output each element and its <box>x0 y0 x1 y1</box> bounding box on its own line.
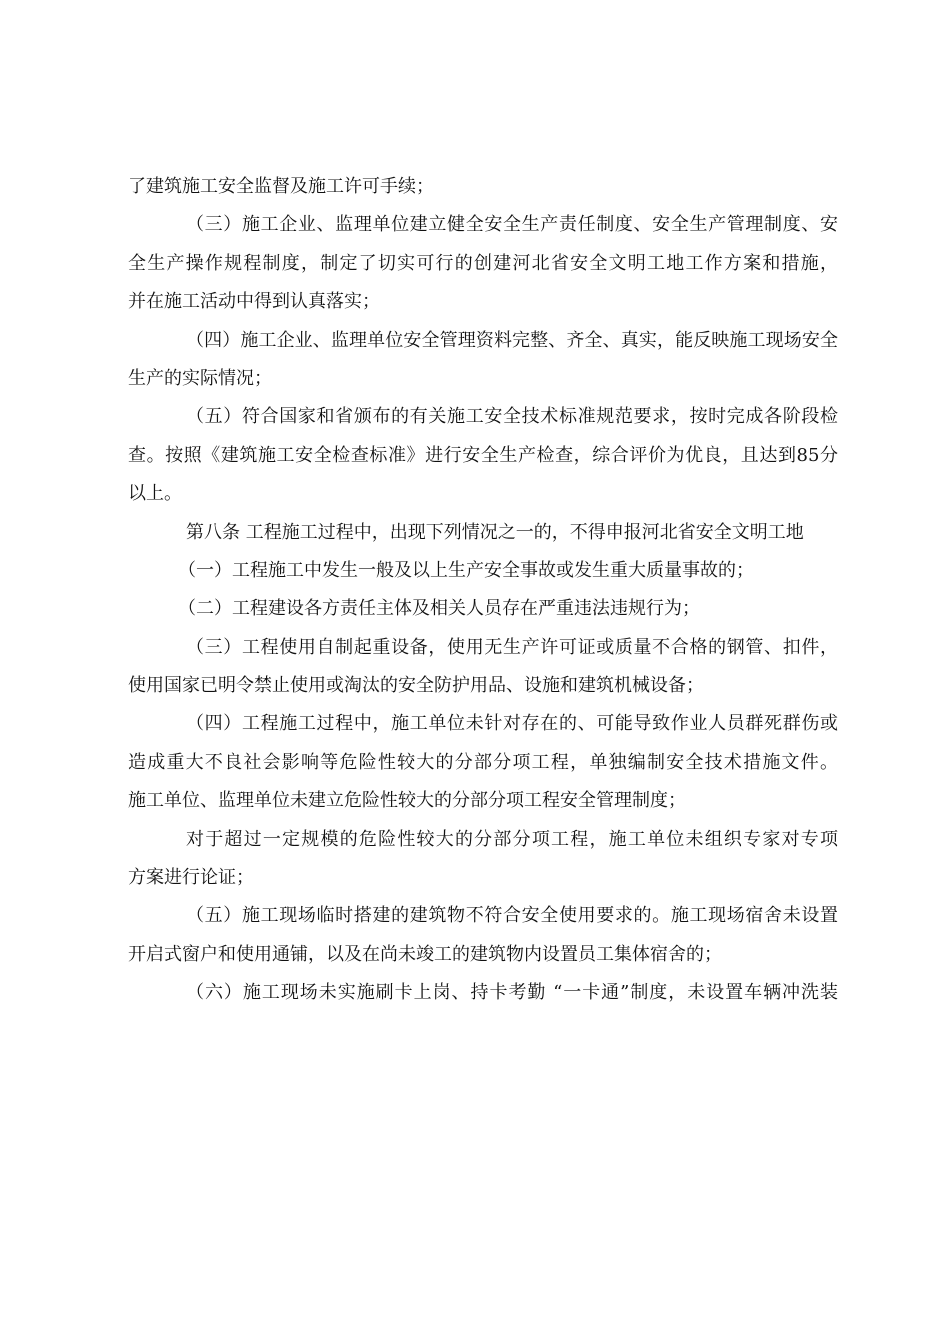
paragraph-line: （二）工程建设各方责任主体及相关人员存在严重违法违规行为； <box>178 598 700 620</box>
article-heading-line: 第八条 工程施工过程中，出现下列情况之一的，不得申报河北省安全文明工地 <box>186 521 804 543</box>
paragraph-line: 对于超过一定规模的危险性较大的分部分项工程，施工单位未组织专家对专项 <box>186 828 838 850</box>
paragraph-line: 使用国家已明令禁止使用或淘汰的安全防护用品、设施和建筑机械设备； <box>128 675 704 697</box>
paragraph-line: （三）工程使用自制起重设备，使用无生产许可证或质量不合格的钢管、扣件， <box>186 636 838 658</box>
document-body <box>128 168 838 1013</box>
paragraph-line: 开启式窗户和使用通铺，以及在尚未竣工的建筑物内设置员工集体宿舍的； <box>128 943 722 965</box>
paragraph-line: （五）施工现场临时搭建的建筑物不符合安全使用要求的。施工现场宿舍未设置 <box>186 905 838 927</box>
paragraph-line: （四）工程施工过程中，施工单位未针对存在的、可能导致作业人员群死群伤或 <box>186 713 838 735</box>
paragraph-line: 生产的实际情况； <box>128 367 272 389</box>
paragraph-line: （三）施工企业、监理单位建立健全安全生产责任制度、安全生产管理制度、安 <box>186 214 838 236</box>
paragraph-line: （一）工程施工中发生一般及以上生产安全事故或发生重大质量事故的； <box>178 559 754 581</box>
paragraph-line: （五）符合国家和省颁布的有关施工安全技术标准规范要求，按时完成各阶段检 <box>186 406 838 428</box>
paragraph-line: 了建筑施工安全监督及施工许可手续； <box>128 176 434 197</box>
paragraph-line: 并在施工活动中得到认真落实； <box>128 291 380 313</box>
paragraph-line: （六）施工现场未实施刷卡上岗、持卡考勤 “一卡通”制度，未设置车辆冲洗装 <box>186 982 838 1004</box>
paragraph-line: 方案进行论证； <box>128 867 254 889</box>
paragraph-line: 全生产操作规程制度，制定了切实可行的创建河北省安全文明工地工作方案和措施， <box>128 252 838 274</box>
paragraph-line: （四）施工企业、监理单位安全管理资料完整、齐全、真实，能反映施工现场安全 <box>186 329 838 351</box>
paragraph-line: 查。按照《建筑施工安全检查标准》进行安全生产检查，综合评价为优良，且达到85分 <box>128 444 838 466</box>
paragraph-line: 施工单位、监理单位未建立危险性较大的分部分项工程安全管理制度； <box>128 790 686 812</box>
paragraph-line: 以上。 <box>128 483 182 505</box>
paragraph-line: 造成重大不良社会影响等危险性较大的分部分项工程，单独编制安全技术措施文件。 <box>128 751 838 773</box>
